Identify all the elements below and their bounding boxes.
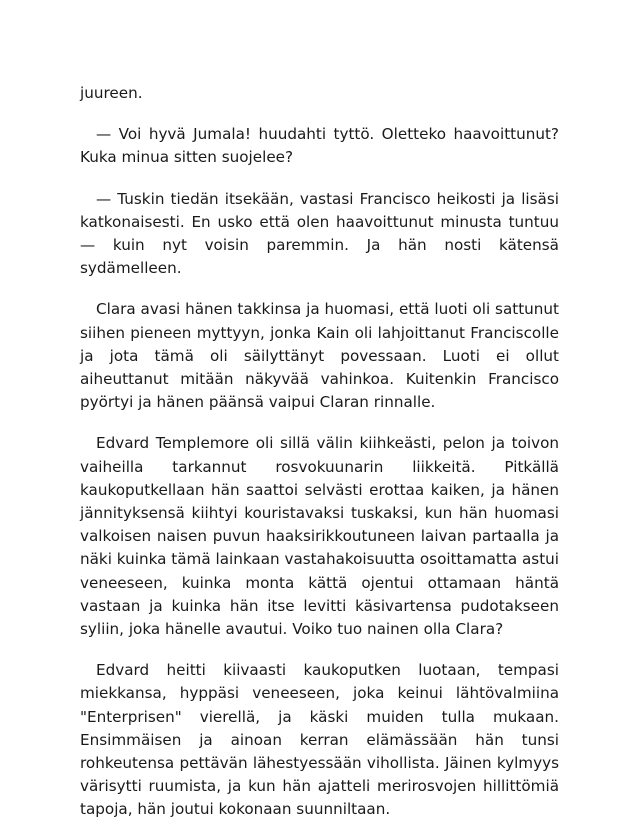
paragraph-clara: Clara avasi hänen takkinsa ja huomasi, että luoti oli sattunut siihen pieneen myttyyn, jonka Kain oli lahjoittanut Franciscolle ja jota tämä oli säilyttänyt povessaan. Luoti ei ollut aiheuttanut mitään näkyvää vahinkoa. Kuitenkin Francisco pyörtyi ja hänen päänsä vaipui Claran rinnalle.	[80, 300, 560, 412]
paragraph-continued: juureen.	[80, 84, 143, 102]
paragraph-dialogue-girl: — Voi hyvä Jumala! huudahti tyttö. Oletteko haavoittunut? Kuka minua sitten suojelee?	[80, 125, 559, 167]
paragraph-dialogue-francisco: — Tuskin tiedän itsekään, vastasi Francisco heikosti ja lisäsi katkonaisesti. En usko että olen haavoittunut minusta tuntuu — kuin nyt voisin paremmin. Ja hän nosti kätensä sydämelleen.	[80, 189, 559, 278]
paragraph-edvard-boat: Edvard heitti kiivaasti kaukoputken luotaan, tempasi miekkansa, hyppäsi veneeseen, joka keinui lähtövalmiina "Enterprisen" vierellä, ja käski muiden tulla mukaan. Ensimmäisen ja ainoan kerran elämässään hän tunsi rohkeutensa pettävän lähestyessään vihollista. Jäinen kylmyys värisytti ruumista, ja kun hän ajatteli merirosvojen hillittömiä tapoja, hän joutui kokonaan suunniltaan.	[80, 661, 559, 819]
paragraph-edvard-observes: Edvard Templemore oli sillä välin kiihkeästi, pelon ja toivon vaiheilla tarkannut rosvokuunarin liikkeitä. Pitkällä kaukoputkellaan hän saattoi selvästi erottaa kaiken, ja hänen jännityksensä kiihtyi kouristavaksi tuskaksi, kun hän huomasi valkoisen naisen puvun haaksirikkoutuneen laivan partaalla ja näki kuinka tämä lainkaan vastahakoisuutta osoittamatta astui veneeseen, kuinka monta kättä ojentui ottamaan häntä vastaan ja kuinka hän itse levitti käsivartensa pudotakseen syliin, joka hänelle avautui. Voiko tuo nainen olla Clara?	[80, 434, 559, 639]
document-page	[80, 82, 559, 840]
